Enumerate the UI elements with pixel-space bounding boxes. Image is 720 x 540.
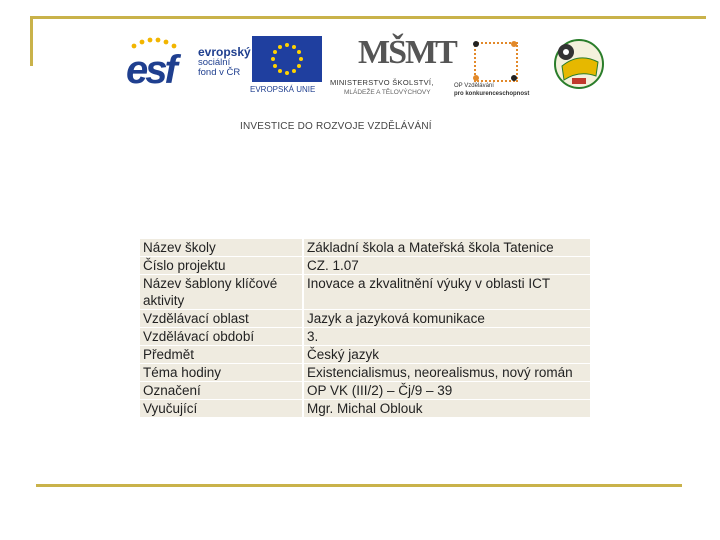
table-row — [140, 346, 590, 364]
table-row — [140, 364, 590, 382]
row-value: 3. — [304, 328, 590, 346]
table-row — [140, 400, 590, 418]
project-info-table — [138, 239, 592, 418]
esf-wordmark: esf — [126, 48, 175, 92]
table-row — [140, 310, 590, 328]
investment-banner: INVESTICE DO ROZVOJE VZDĚLÁVÁNÍ — [240, 121, 432, 132]
eu-flag-icon — [252, 36, 322, 82]
table-row — [140, 275, 590, 310]
msmt-mark: MŠMT — [358, 34, 456, 71]
opvk-logo — [452, 36, 534, 98]
row-label: Číslo projektu — [140, 257, 302, 275]
opvk-line1: OP Vzdělávání — [454, 83, 494, 89]
opvk-line2: pro konkurenceschopnost — [454, 91, 530, 97]
row-value: Jazyk a jazyková komunikace — [304, 310, 590, 328]
row-value: Existencialismus, neorealismus, nový román — [304, 364, 590, 382]
row-label: Název školy — [140, 239, 302, 257]
esf-text — [198, 46, 251, 78]
msmt-logo — [330, 34, 456, 98]
eu-logo — [250, 36, 324, 98]
table-row — [140, 239, 590, 257]
esf-line1: evropský — [198, 45, 251, 59]
eu-label: EVROPSKÁ UNIE — [250, 85, 316, 94]
esf-line3: fond v ČR — [198, 67, 241, 78]
esf-line2: sociální — [198, 57, 231, 68]
logo-bar — [0, 0, 720, 140]
msmt-line1: MINISTERSTVO ŠKOLSTVÍ, — [330, 78, 434, 87]
row-label: Předmět — [140, 346, 302, 364]
msmt-line2: MLÁDEŽE A TĚLOVÝCHOVY — [344, 89, 431, 96]
row-label: Název šablony klíčové aktivity — [140, 275, 302, 310]
row-value: Inovace a zkvalitnění výuky v oblasti ICT — [304, 275, 590, 310]
row-label: Téma hodiny — [140, 364, 302, 382]
opvk-dots-icon — [470, 38, 520, 84]
esf-logo — [126, 36, 251, 96]
frame-bottom-line — [36, 484, 682, 487]
row-label: Označení — [140, 382, 302, 400]
table-row — [140, 328, 590, 346]
row-value: CZ. 1.07 — [304, 257, 590, 275]
table-row — [140, 382, 590, 400]
row-value: Mgr. Michal Oblouk — [304, 400, 590, 418]
table-row — [140, 257, 590, 275]
row-label: Vzdělávací období — [140, 328, 302, 346]
row-label: Vyučující — [140, 400, 302, 418]
row-value: Český jazyk — [304, 346, 590, 364]
row-value: Základní škola a Mateřská škola Tatenice — [304, 239, 590, 257]
row-label: Vzdělávací oblast — [140, 310, 302, 328]
row-value: OP VK (III/2) – Čj/9 – 39 — [304, 382, 590, 400]
school-emblem-icon — [550, 36, 608, 92]
